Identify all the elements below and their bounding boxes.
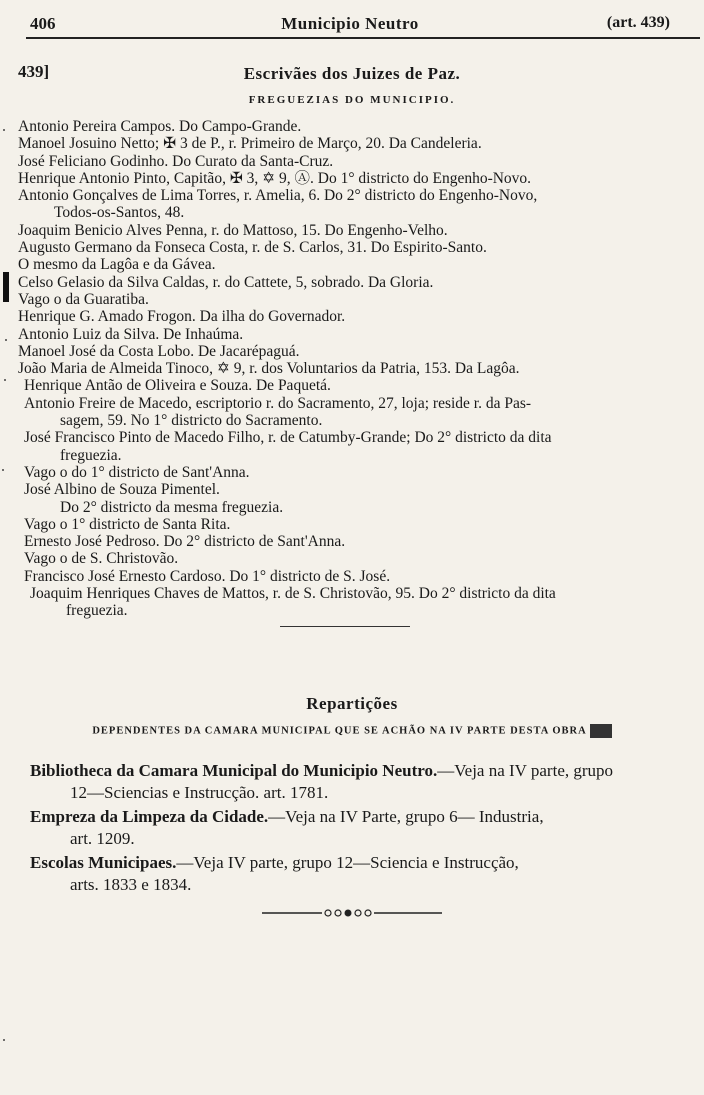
list-item: José Feliciano Godinho. Do Curato da Santa-Cruz. [18, 152, 334, 170]
section-title-reparticoes: Repartições [306, 694, 398, 713]
entries-list [18, 118, 668, 620]
list-item: Manoel Josuino Netto; ✠ 3 de P., r. Primeiro de Março, 20. Da Candeleria. [18, 135, 482, 153]
list-item: Antonio Pereira Campos. Do Campo-Grande. [18, 118, 302, 135]
list-item: Henrique G. Amado Frogon. Da ilha do Governador. [18, 308, 346, 326]
list-item [30, 760, 670, 803]
section-subtitle-reparticoes [0, 724, 704, 738]
list-item-continuation: freguezia. [66, 602, 128, 620]
list-item: José Francisco Pinto de Macedo Filho, r. de Catumby-Grande; Do 2° districto da dita [24, 429, 552, 447]
binding-margin-specks [0, 0, 14, 1095]
entry-name: Escolas Municipaes. [30, 853, 177, 872]
section-subtitle-freguezias: FREGUEZIAS DO MUNICIPIO. [248, 94, 456, 106]
running-title: Municipio Neutro [281, 14, 419, 33]
list-item: Joaquim Benicio Alves Penna, r. do Mattoso, 15. Do Engenho-Velho. [18, 221, 448, 239]
entry-name: Empreza da Limpeza da Cidade. [30, 807, 269, 826]
list-item: Ernesto José Pedroso. Do 2° districto de Sant'Anna. [24, 533, 346, 551]
page-number: 406 [30, 14, 56, 33]
entry-reference: —Veja IV parte, grupo 12—Sciencia e Instrucção, [176, 853, 519, 872]
list-item: João Maria de Almeida Tinoco, ✡ 9, r. dos Voluntarios da Patria, 153. Da Lagôa. [18, 360, 520, 378]
list-item: Celso Gelasio da Silva Caldas, r. do Cattete, 5, sobrado. Da Gloria. [18, 273, 434, 291]
list-item: Joaquim Henriques Chaves de Mattos, r. de S. Christovão, 95. Do 2° districto da dita [30, 585, 556, 603]
entry-name: Bibliotheca da Camara Municipal do Municipio Neutro. [30, 761, 438, 780]
entry-line [30, 852, 670, 874]
list-item: Henrique Antonio Pinto, Capitão, ✠ 3, ✡ 9, Ⓐ. Do 1° districto do Engenho-Novo. [18, 169, 532, 187]
header-rule [26, 37, 700, 39]
list-item [30, 806, 670, 849]
list-item: Manoel José da Costa Lobo. De Jacarépaguá. [18, 342, 300, 360]
subtitle-text: DEPENDENTES DA CAMARA MUNICIPAL QUE SE ACHÃO NA IV PARTE DESTA OBRA [92, 725, 587, 737]
ornamental-divider [262, 908, 442, 918]
pointing-hand-icon [590, 724, 612, 738]
list-item: Vago o 1° districto de Santa Rita. [24, 515, 231, 533]
list-item: O mesmo da Lagôa e da Gávea. [18, 256, 216, 274]
list-item: Vago o da Guaratiba. [18, 290, 149, 308]
running-header [30, 12, 670, 38]
list-item-continuation: sagem, 59. No 1° districto do Sacramento. [60, 412, 323, 430]
list-item [30, 852, 670, 895]
entry-continuation: 12—Sciencias e Instrucção. art. 1781. [70, 782, 329, 802]
article-number: 439] [18, 62, 50, 81]
list-item-continuation: Todos-os-Santos, 48. [54, 204, 185, 222]
list-item: Antonio Freire de Macedo, escriptorio r. do Sacramento, 27, loja; reside r. da Pas- [24, 394, 532, 412]
entry-line [30, 760, 670, 782]
entry-continuation: arts. 1833 e 1834. [70, 874, 192, 894]
article-reference: (art. 439) [606, 14, 670, 31]
list-item: José Albino de Souza Pimentel. [24, 481, 220, 499]
list-item-continuation: Do 2° districto da mesma freguezia. [60, 498, 284, 516]
section-title-escrivaes: Escrivães dos Juizes de Paz. [243, 64, 461, 83]
entry-continuation: art. 1209. [70, 828, 135, 848]
list-item: Augusto Germano da Fonseca Costa, r. de S. Carlos, 31. Do Espirito-Santo. [18, 239, 487, 257]
list-item: Vago o de S. Christovão. [24, 550, 179, 568]
repartitions-list [30, 760, 670, 898]
section-divider [280, 626, 410, 627]
list-item-continuation: freguezia. [60, 446, 122, 464]
list-item: Vago o do 1° districto de Sant'Anna. [24, 463, 250, 481]
list-item: Francisco José Ernesto Cardoso. Do 1° districto de S. José. [24, 567, 391, 585]
list-item: Antonio Luiz da Silva. De Inhaúma. [18, 325, 244, 343]
list-item: Henrique Antão de Oliveira e Souza. De Paquetá. [24, 377, 331, 395]
entry-reference: —Veja na IV parte, grupo [437, 761, 614, 780]
list-item: Antonio Gonçalves de Lima Torres, r. Amelia, 6. Do 2° districto do Engenho-Novo, [18, 187, 538, 205]
entry-line [30, 806, 670, 828]
entry-reference: —Veja na IV Parte, grupo 6— Industria, [268, 807, 544, 826]
